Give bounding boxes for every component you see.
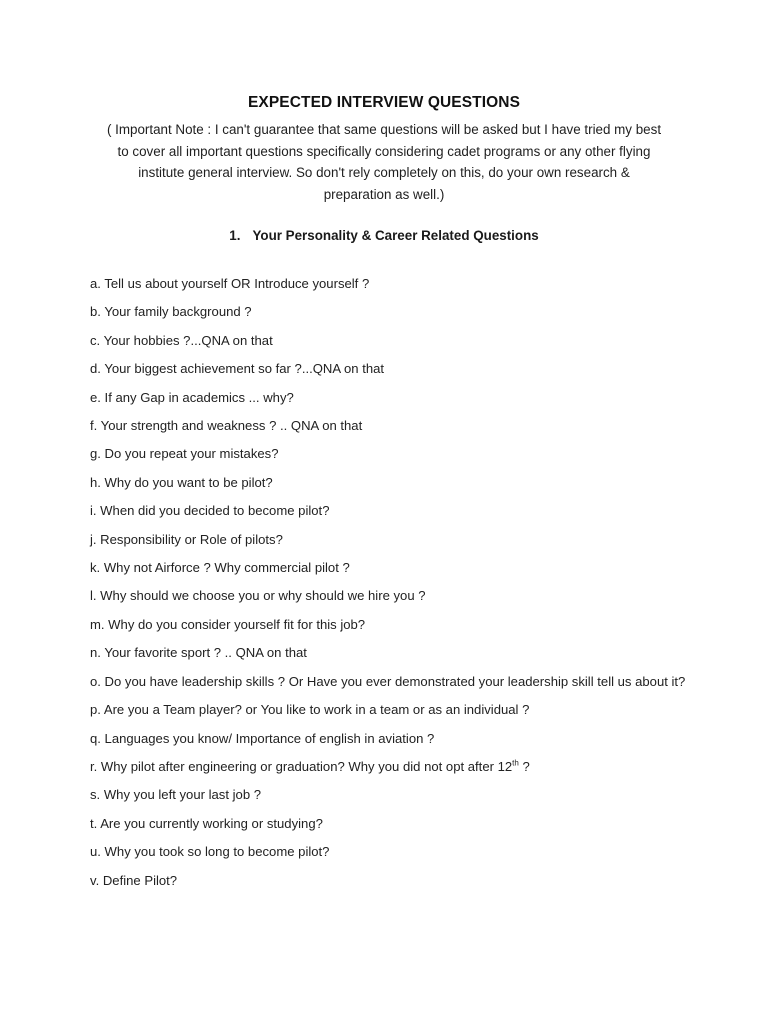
question-item: b. Your family background ? — [90, 304, 252, 320]
question-item: k. Why not Airforce ? Why commercial pilot ? — [90, 560, 350, 576]
question-item: p. Are you a Team player? or You like to work in a team or as an individual ? — [90, 702, 530, 718]
question-item — [90, 753, 690, 781]
question-item: c. Your hobbies ?...QNA on that — [90, 332, 273, 348]
note-line: ( Important Note : I can't guarantee that same questions will be asked but I have tried my best — [106, 122, 662, 137]
question-item: o. Do you have leadership skills ? Or Have you ever demonstrated your leadership skill tell us about it? — [90, 673, 686, 689]
question-item: j. Responsibility or Role of pilots? — [90, 531, 283, 547]
question-text: r. Why pilot after engineering or graduation? Why you did not opt after 12 — [90, 758, 513, 774]
question-item: n. Your favorite sport ? .. QNA on that — [90, 645, 307, 661]
question-item: h. Why do you want to be pilot? — [90, 474, 273, 490]
superscript: th — [512, 758, 519, 768]
important-note — [84, 119, 684, 205]
question-item: m. Why do you consider yourself fit for this job? — [90, 616, 366, 632]
note-line: preparation as well.) — [323, 186, 445, 202]
question-item: t. Are you currently working or studying? — [90, 815, 323, 831]
document-title: EXPECTED INTERVIEW QUESTIONS — [247, 94, 521, 111]
question-item: l. Why should we choose you or why should we hire you ? — [90, 588, 426, 604]
note-line: to cover all important questions specifically considering cadet programs or any other flying — [117, 143, 651, 159]
question-item: f. Your strength and weakness ? .. QNA on that — [90, 418, 363, 434]
question-item: d. Your biggest achievement so far ?...QNA on that — [90, 361, 385, 377]
question-item: i. When did you decided to become pilot? — [90, 503, 330, 519]
question-tail: ? — [518, 758, 530, 774]
section-number: 1. — [229, 228, 241, 243]
note-line: institute general interview. So don't rely completely on this, do your own research & — [138, 165, 630, 180]
question-list — [90, 270, 690, 895]
question-item: v. Define Pilot? — [90, 872, 178, 888]
question-item: s. Why you left your last job ? — [90, 787, 262, 803]
question-item: u. Why you took so long to become pilot? — [90, 844, 330, 860]
question-item: g. Do you repeat your mistakes? — [90, 446, 279, 462]
question-item: q. Languages you know/ Importance of english in aviation ? — [90, 730, 435, 746]
section-heading-text: Your Personality & Career Related Questions — [252, 228, 539, 243]
question-item: e. If any Gap in academics ... why? — [90, 389, 294, 405]
section-heading — [0, 228, 768, 243]
question-item: a. Tell us about yourself OR Introduce yourself ? — [90, 276, 370, 291]
